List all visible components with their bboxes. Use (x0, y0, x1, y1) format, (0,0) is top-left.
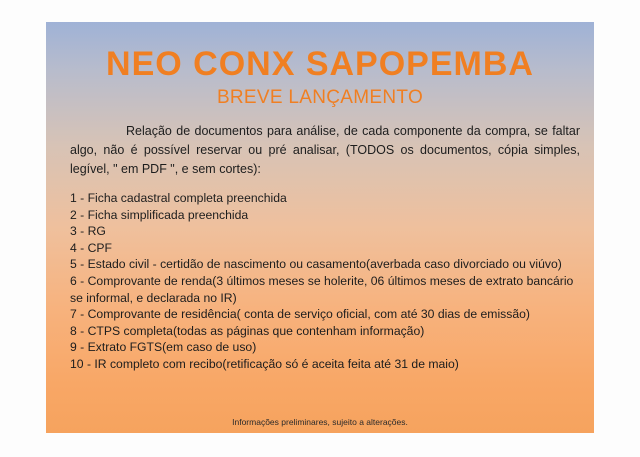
list-item: 7 - Comprovante de residência( conta de serviço oficial, com até 30 dias de emissão) (70, 307, 530, 322)
list-item: 2 - Ficha simplificada preenchida (70, 207, 249, 222)
document-list (70, 190, 585, 373)
list-item: 1 - Ficha cadastral completa preenchida (70, 191, 287, 205)
flyer-subtitle: BREVE LANÇAMENTO (216, 87, 424, 108)
footer-disclaimer: Informações preliminares, sujeito a alterações. (232, 417, 408, 427)
list-item: 3 - RG (70, 224, 106, 239)
intro-paragraph: Relação de documentos para análise, de cada componente da compra, se faltar algo, não é possível reservar ou pré analisar, (TODOS os documentos, cópia simples, legível, " em PDF ", e sem cortes): (70, 124, 580, 176)
list-item: 8 - CTPS completa(todas as páginas que contenham informação) (70, 323, 425, 338)
flyer-title: NEO CONX SAPOPEMBA (106, 45, 534, 83)
list-item: 4 - CPF (70, 240, 112, 255)
list-item: 6 - Comprovante de renda(3 últimos meses se holerite, 06 últimos meses de extrato bancário se informal, e declarada no IR) (70, 273, 574, 305)
list-item: 9 - Extrato FGTS(em caso de uso) (70, 340, 257, 355)
flyer-card (46, 22, 594, 433)
list-item: 10 - IR completo com recibo(retificação só é aceita feita até 31 de maio) (70, 356, 459, 371)
list-item: 5 - Estado civil - certidão de nascimento ou casamento(averbada caso divorciado ou viúvo) (70, 257, 562, 272)
